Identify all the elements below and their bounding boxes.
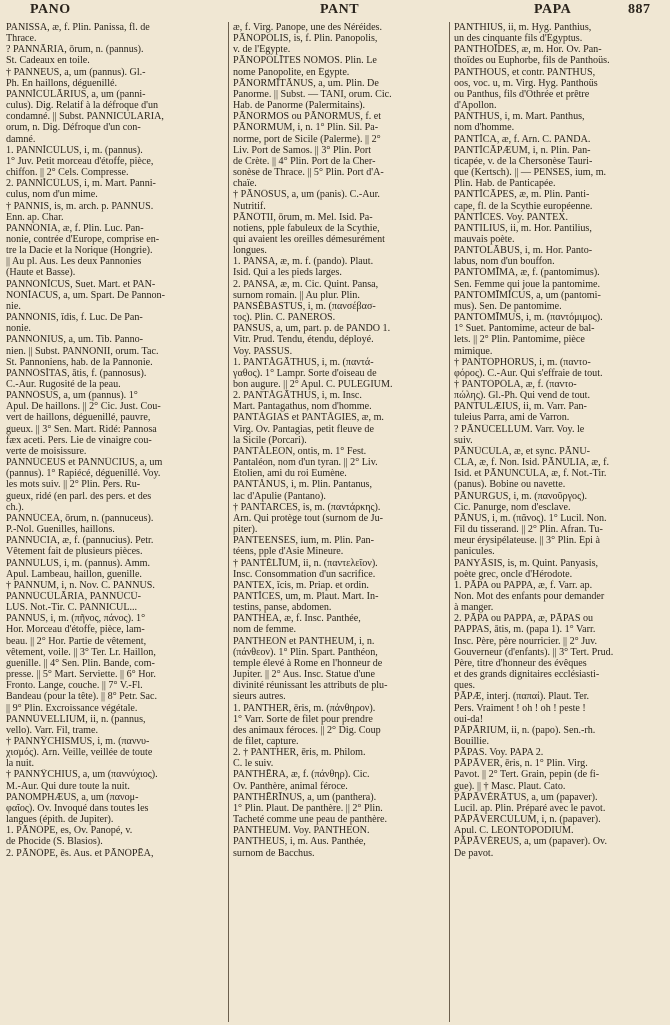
- text-line: PANTĂGIAS et PANTĂGIES, æ, m.: [233, 412, 384, 424]
- text-line: † PANNUM, i, n. Nov. C. PANNUS.: [6, 579, 155, 591]
- text-line: PANNŪCIA, æ, f. (pannucius). Petr.: [6, 535, 154, 547]
- text-line: || 9° Plin. Excroissance végétale.: [6, 702, 138, 714]
- text-line: Bandeau (pour la tête). || 8° Petr. Sac.: [6, 691, 158, 703]
- text-line: 2. PANTĂGĀTHUS, i, m. Insc.: [233, 390, 362, 402]
- text-line: PANNŌSĬTAS, ātis, f. (pannosus).: [6, 367, 147, 379]
- text-line: culus, nom d'un mime.: [6, 189, 98, 201]
- text-line: orum, n. Dig. Défroque d'un con-: [6, 122, 141, 134]
- text-line: PĀNURGUS, i, m. (πανοῦργος).: [454, 490, 587, 502]
- text-line: les mots suiv. || 2° Plin. Pers. Ru-: [6, 479, 141, 491]
- text-line: suiv.: [454, 434, 473, 446]
- text-line: † PANTARCES, is, m. (παντάρκης).: [233, 501, 381, 513]
- text-line: Étolien, ami du roi Eumène.: [233, 468, 347, 480]
- text-line: Cic. Panurge, nom d'esclave.: [454, 501, 571, 513]
- text-line: † PANNEUS, a, um (pannus). Gl.-: [6, 66, 146, 78]
- text-line: PĀNŌTII, ōrum, m. Mel. Isid. Pa-: [233, 211, 373, 223]
- text-line: Vêtement fait de plusieurs pièces.: [6, 546, 143, 558]
- text-line: PANNŪCEA, ōrum, n. (pannuceus).: [6, 512, 154, 524]
- text-line: 1. PANTĂGĀTHUS, i, m. (παντά-: [233, 356, 374, 368]
- text-line: PANTILIUS, ii, m. Hor. Pantilius,: [454, 222, 592, 234]
- text-line: PANTHOĪDES, æ, m. Hor. Ov. Pan-: [454, 44, 602, 56]
- text-line: norme, port de Sicile (Palerme). || 2°: [233, 133, 381, 145]
- text-line: PANTHĒRĪNUS, a, um (panthera).: [233, 791, 377, 803]
- text-line: notiens, pple fabuleux de la Scythie,: [233, 222, 380, 234]
- text-line: Lucil. ap. Plin. Préparé avec le pavot.: [454, 802, 606, 814]
- text-line: lac d'Apulie (Pantano).: [233, 490, 326, 502]
- text-line: PANNŪCEUS et PANNŪCIUS, a, um: [6, 457, 163, 469]
- text-line: PANNŎNIUS, a, um. Tib. Panno-: [6, 334, 144, 346]
- page-number: 887: [628, 2, 651, 17]
- text-line: qui avaient les oreilles démesurément: [233, 233, 385, 245]
- text-line: PANTEENSES, ium, m. Plin. Pan-: [233, 535, 374, 547]
- text-line: 2. PANSA, æ, m. Cic. Quint. Pansa,: [233, 278, 379, 290]
- text-line: culus). Dig. Relatif à la défroque d'un: [6, 100, 159, 112]
- text-line: PANTĬCES. Voy. PANTEX.: [454, 211, 569, 223]
- text-line: que (Kertsch). || — PENSES, ium, m.: [454, 167, 607, 179]
- text-line: PĀNUS, i, m. (πᾶνος). 1° Lucil. Non.: [454, 512, 607, 524]
- text-line: PANISSA, æ, f. Plin. Panissa, fl. de: [6, 22, 150, 33]
- text-line: C.-Aur. Rugosité de la peau.: [6, 379, 121, 390]
- text-line: Père, titre d'honneur des évêques: [454, 657, 587, 669]
- text-line: (πάνθεον). 1° Plin. Spart. Panthéon,: [233, 646, 378, 658]
- text-line: nom de femme.: [233, 624, 297, 636]
- text-line: Sen. Femme qui joue la pantomime.: [454, 278, 601, 290]
- text-line: longues.: [233, 245, 267, 257]
- text-line: Arn. Qui protège tout (surnom de Ju-: [233, 512, 383, 524]
- text-line: PANNŎNIS, ĭdis, f. Luc. De Pan-: [6, 312, 143, 324]
- text-line: thoïdes ou Euphorbe, fils de Panthoüs.: [454, 55, 610, 67]
- text-line: tuleius Parra, ami de Varron.: [454, 412, 570, 424]
- text-line: Mart. Pantagathus, nom d'homme.: [233, 401, 372, 413]
- text-line: chiffon. || 2° Cels. Compresse.: [6, 167, 129, 179]
- text-line: PANTĬCĀPES, æ, m. Plin. Panti-: [454, 189, 590, 201]
- text-line: PĀNŎPŎLĪTES NOMOS. Plin. Le: [233, 55, 377, 67]
- text-line: 2. PANNĬCŪLUS, i, m. Mart. Panni-: [6, 178, 156, 190]
- text-line: nie.: [6, 300, 21, 312]
- text-line: 1. PĀNŌPE, es, Ov. Panopé, v.: [6, 825, 133, 837]
- text-line: de filet, capture.: [233, 736, 299, 747]
- text-line: P.-Nol. Guenilles, haillons.: [6, 524, 115, 536]
- text-line: Pers. Vraiment ! oh ! oh ! peste !: [454, 702, 586, 714]
- text-line: PĀNŎPŎLIS, is, f. Plin. Panopolis,: [233, 33, 378, 45]
- text-line: 1. PANNĬCŪLUS, i, m. (pannus).: [6, 144, 143, 156]
- text-line: Panorme. || Subst. — TANI, orum. Cic.: [233, 88, 392, 100]
- text-line: ch.).: [6, 501, 24, 513]
- text-line: v. de l'Égypte.: [233, 44, 291, 56]
- text-line: PANNŬLUS, i, m. (pannus). Amm.: [6, 557, 151, 569]
- text-line: sieurs autres.: [233, 691, 286, 703]
- text-line: 2. † PANTHER, ēris, m. Philom.: [233, 747, 366, 759]
- text-line: vert de haillons, déguenillé, pauvre,: [6, 412, 151, 424]
- text-line: 1° Varr. Sorte de filet pour prendre: [233, 713, 373, 725]
- text-line: Tacheté comme une peau de panthère.: [233, 814, 387, 826]
- text-line: langues (épith. de Jupiter).: [6, 814, 114, 826]
- text-line: PANTHOUS, et contr. PANTHUS,: [454, 66, 596, 78]
- text-line: surnom de Bacchus.: [233, 847, 315, 859]
- text-line: PĀPĀVERCŬLUM, i, n. (papaver).: [454, 814, 601, 826]
- text-line: PANTEX, ĭcis, m. Priap. et ordin.: [233, 579, 369, 591]
- text-line: † PANNŸCHISMUS, i, m. (παννυ-: [6, 736, 150, 747]
- text-line: CLA, æ, f. Non. Isid. PĀNŬLIA, æ, f.: [454, 457, 610, 469]
- text-line: PANNĬCŪLĀRIUS, a, um (panni-: [6, 88, 146, 100]
- text-line: cape, fl. de la Scythie européenne.: [454, 200, 593, 212]
- text-line: PĀNORMUM, i, n. 1° Plin. Sil. Pa-: [233, 122, 379, 134]
- text-line: Apul. C. LEONTOPODIUM.: [454, 825, 574, 837]
- text-line: Fil du tisserand. || 2° Plin. Afran. Tu-: [454, 524, 603, 536]
- text-line: 2. PĀPA ou PAPPA, æ, PĀPAS ou: [454, 613, 594, 625]
- text-line: Bouillie.: [454, 736, 490, 747]
- text-line: meur érysipélateuse. || 3° Plin. Épi à: [454, 535, 600, 547]
- text-line: || Au pl. Aus. Les deux Pannonies: [6, 256, 142, 268]
- text-line: πώλης). Gl.-Ph. Qui vend de tout.: [454, 390, 590, 402]
- text-line: PĀPĀVER, ēris, n. 1° Plin. Virg.: [454, 758, 588, 770]
- running-header: [0, 0, 670, 20]
- text-line: PANSĔBASTUS, i, m. (πανσέβασ-: [233, 300, 376, 312]
- text-line: PANTĂLEON, ontis, m. 1° Fest.: [233, 445, 367, 457]
- text-line: divinité réunissant les attributs de plu-: [233, 680, 388, 692]
- text-line: la Sicile (Porcari).: [233, 434, 307, 446]
- header-center-guide-word: PANT: [320, 2, 360, 17]
- text-line: PANTŎMĪMA, æ, f. (pantomimus).: [454, 267, 600, 279]
- text-line: guenille. || 4° Sen. Plin. Bande, com-: [6, 657, 155, 669]
- text-line: Apul. De haillons. || 2° Cic. Just. Cou-: [6, 401, 161, 413]
- text-line: des animaux féroces. || 2° Dig. Coup: [233, 724, 381, 736]
- text-line: testins, panse, abdomen.: [233, 602, 332, 614]
- text-line: St. Cadeaux en toile.: [6, 55, 90, 67]
- text-line: Fronto. Lange, couche. || 7° V.-Fl.: [6, 680, 143, 692]
- text-line: Enn. ap. Char.: [6, 211, 64, 223]
- text-line: PANTHĒRA, æ, f. (πάνθηρ). Cic.: [233, 769, 370, 781]
- text-line: PĀNORMĪTĀNUS, a, um. Plin. De: [233, 77, 379, 89]
- text-line: M.-Aur. Qui dure toute la nuit.: [6, 780, 130, 792]
- text-line: PANTHEA, æ, f. Insc. Panthée,: [233, 613, 361, 625]
- text-line: Pavot. || 2° Tert. Grain, pepin (de fi-: [454, 769, 600, 781]
- text-line: beau. || 2° Hor. Partie de vêtement,: [6, 635, 147, 647]
- text-line: PANTĬCES, um, m. Plaut. Mart. In-: [233, 590, 379, 602]
- text-line: Ov. Panthère, animal féroce.: [233, 780, 348, 792]
- text-line: fæx aceti. Pers. Lie de vinaigre cou-: [6, 434, 152, 446]
- text-line: æ, f. Virg. Panope, une des Néréides.: [233, 22, 382, 33]
- text-line: surnom romain. || Au plur. Plin.: [233, 289, 360, 301]
- text-line: PĀPĀVĔRĀTUS, a, um (papaver).: [454, 791, 598, 803]
- text-line: téens, pple d'Asie Mineure.: [233, 546, 344, 558]
- text-line: chaïe.: [233, 178, 257, 190]
- text-line: condamné. || Subst. PANNICULARIA,: [6, 111, 164, 123]
- text-line: PAPPAS, ātis, m. (papa 1). 1° Varr.: [454, 624, 596, 636]
- text-line: piter).: [233, 524, 258, 536]
- text-line: oos, voc. u, m. Virg. Hyg. Panthoüs: [454, 77, 598, 89]
- text-line: oui-da!: [454, 713, 484, 725]
- text-line: la nuit.: [6, 758, 35, 770]
- text-line: PANTHEUM. Voy. PANTHEON.: [233, 825, 370, 837]
- text-line: Virg. Ov. Pantagias, petit fleuve de: [233, 423, 374, 435]
- text-line: 2. PĀNŌPE, ēs. Aus. et PĀNŎPĒA,: [6, 847, 154, 859]
- text-line: gueux. || 3° Sen. Mart. Ridé: Pannosa: [6, 423, 157, 435]
- text-line: (pannus). 1° Rapiécé, déguenillé. Voy.: [6, 468, 161, 480]
- text-line: vêtement, voile. || 3° Ter. Lr. Haillon,: [6, 646, 156, 658]
- text-line: † PANTŎPŌLA, æ, f. (παντο-: [454, 379, 577, 390]
- text-line: de Crète. || 4° Plin. Port de la Cher-: [233, 155, 376, 167]
- text-line: PĀPÆ, interj. (παπαί). Plaut. Ter.: [454, 691, 590, 703]
- text-line: un des cinquante fils d'Égyptus.: [454, 33, 583, 45]
- text-line: † PĀNŌSUS, a, um (panis). C.-Aur.: [233, 189, 380, 201]
- text-line: gue). || † Masc. Plaut. Cato.: [454, 780, 566, 792]
- column-middle: [228, 22, 445, 1022]
- text-line: De pavot.: [454, 847, 494, 859]
- text-columns: [6, 22, 668, 1022]
- text-line: 1. PANTHER, ēris, m. (πάνθηρον).: [233, 702, 376, 714]
- text-line: PANNŪVELLIUM, ii, n. (pannus,: [6, 713, 146, 725]
- text-line: Non. Mot des enfants pour demander: [454, 590, 605, 602]
- text-line: PANTŎLĀBUS, i, m. Hor. Panto-: [454, 245, 593, 257]
- text-line: 1. PANSA, æ, m. f. (pando). Plaut.: [233, 256, 374, 268]
- text-line: Isid. Qui a les pieds larges.: [233, 267, 342, 279]
- text-line: 1° Plin. Plaut. De panthère. || 2° Plin.: [233, 802, 383, 814]
- text-line: tre la Dacie et la Norique (Hongrie).: [6, 245, 153, 257]
- text-line: lets. || 2° Plin. Pantomime, pièce: [454, 334, 585, 346]
- text-line: PANTĂNUS, i, m. Plin. Pantanus,: [233, 479, 372, 491]
- text-line: PANNŪCŪLĀRIA, PANNŪCŪ-: [6, 590, 141, 602]
- text-line: Apul. Lambeau, haillon, guenille.: [6, 568, 142, 580]
- text-line: † PANTŎPHŎRUS, i, m. (παντο-: [454, 356, 591, 368]
- text-line: St. Pannoniens, hab. de la Pannonie.: [6, 356, 153, 368]
- text-line: PĀPĀVĔREUS, a, um (papaver). Ov.: [454, 836, 607, 848]
- text-line: ques.: [454, 680, 476, 692]
- text-line: PANSUS, a, um, part. p. de PANDO 1.: [233, 323, 391, 335]
- text-line: Vitr. Prud. Tendu, étendu, déployé.: [233, 334, 374, 346]
- text-line: Ph. En haillons, déguenillé.: [6, 77, 118, 89]
- text-line: γαθος). 1° Lampr. Sorte d'oiseau de: [233, 367, 377, 379]
- text-line: PANTŎMĪMĬCUS, a, um (pantomi-: [454, 289, 601, 301]
- text-line: mauvais poète.: [454, 233, 515, 245]
- text-line: Isid. et PĀNUNCŬLA, æ, f. Not.-Tir.: [454, 468, 607, 480]
- text-line: Jupiter. || 2° Aus. Insc. Statue d'une: [233, 669, 375, 681]
- text-line: (Haute et Basse).: [6, 267, 76, 279]
- text-line: PANTHIUS, ii, m. Hyg. Panthius,: [454, 22, 592, 33]
- text-line: Gouverneur (d'enfants). || 3° Tert. Prud.: [454, 646, 614, 658]
- text-line: labus, nom d'un bouffon.: [454, 256, 555, 268]
- text-line: 1° Suet. Pantomime, acteur de bal-: [454, 323, 595, 335]
- text-line: PANNŎNIA, æ, f. Plin. Luc. Pan-: [6, 222, 144, 234]
- text-line: d'Apollon.: [454, 100, 497, 112]
- text-line: Thrace.: [6, 33, 37, 45]
- text-line: Liv. Port de Samos. || 3° Plin. Port: [233, 144, 372, 156]
- text-line: Insc. Consommation d'un sacrifice.: [233, 568, 376, 580]
- text-line: ticapée, v. de la Chersonèse Tauri-: [454, 155, 593, 167]
- text-line: 1. PĀPA ou PAPPA, æ, f. Varr. ap.: [454, 579, 593, 591]
- text-line: mimique.: [454, 345, 493, 357]
- text-line: nome Panopolite, en Égypte.: [233, 66, 350, 78]
- column-left: [6, 22, 222, 1022]
- text-line: C. le suiv.: [233, 758, 274, 770]
- text-line: PANOMPHÆUS, a, um (πανομ-: [6, 791, 139, 803]
- text-line: Voy. PASSUS.: [233, 345, 293, 357]
- header-left-guide-word: PANO: [30, 2, 71, 17]
- text-line: 1° Juv. Petit morceau d'étoffe, pièce,: [6, 155, 154, 167]
- text-line: Insc. Père, père nourricier. || 2° Juv.: [454, 635, 598, 647]
- text-line: de Phocide (S. Blasios).: [6, 836, 103, 848]
- text-line: † PANNŸCHIUS, a, um (παννύχιος).: [6, 769, 158, 781]
- text-line: nom d'homme.: [454, 122, 515, 134]
- text-line: PANNUS, i, m. (πῆνος, πάνος). 1°: [6, 613, 146, 625]
- text-line: et des grands dignitaires ecclésiasti-: [454, 669, 600, 681]
- text-line: nonie.: [6, 323, 31, 335]
- text-line: nien. || Subst. PANNONII, orum. Tac.: [6, 345, 159, 357]
- text-line: bon augure. || 2° Apul. C. PULEGIUM.: [233, 379, 393, 390]
- text-line: PANYĀSIS, is, m. Quint. Panyasis,: [454, 557, 599, 569]
- text-line: PĀNŪCŬLA, æ, et sync. PĀNU-: [454, 445, 590, 457]
- text-line: (panus). Bobine ou navette.: [454, 479, 566, 491]
- text-line: LUS. Not.-Tir. C. PANNICUL...: [6, 602, 138, 614]
- text-line: ? PANNĀRIA, ōrum, n. (pannus).: [6, 44, 144, 56]
- text-line: NŎNĬACUS, a, um. Spart. De Pannon-: [6, 289, 165, 301]
- text-line: ? PĀNŪCELLUM. Varr. Voy. le: [454, 423, 585, 435]
- text-line: mus). Sen. De pantomime.: [454, 300, 562, 312]
- column-right: [449, 22, 666, 1022]
- text-line: φαῖος). Ov. Invoqué dans toutes les: [6, 802, 149, 814]
- text-line: à manger.: [454, 602, 494, 614]
- text-line: PANTHEON et PANTHEUM, i, n.: [233, 635, 375, 647]
- text-line: τος). Plin. C. PANEROS.: [233, 312, 336, 324]
- text-line: PANTŎMĪMUS, i, m. (παντόμιμος).: [454, 312, 603, 324]
- text-line: PĀPĀRIUM, ii, n. (papo). Sen.-rh.: [454, 724, 596, 736]
- text-line: verte de moisissure.: [6, 445, 87, 457]
- text-line: Nutritif.: [233, 200, 266, 212]
- text-line: temple élevé à Rome en l'honneur de: [233, 657, 383, 669]
- text-line: gueux, ridé (en parl. des pers. et des: [6, 490, 152, 502]
- text-line: vello). Varr. Fil, trame.: [6, 724, 99, 736]
- text-line: PĀPAS. Voy. PAPA 2.: [454, 747, 544, 759]
- text-line: Pantaléon, nom d'un tyran. || 2° Liv.: [233, 457, 378, 469]
- text-line: PANTULÆIUS, ii, m. Varr. Pan-: [454, 401, 587, 413]
- text-line: φόρος). C.-Aur. Qui s'effraie de tout.: [454, 367, 603, 379]
- text-line: PANNŌSUS, a, um (pannus). 1°: [6, 390, 138, 402]
- text-line: ou Panthus, fils d'Othrée et prêtre: [454, 88, 590, 100]
- header-right-guide-word: PAPA: [534, 2, 572, 17]
- text-line: Hor. Morceau d'étoffe, pièce, lam-: [6, 624, 145, 636]
- text-line: † PANTĔLĪUM, ii, n. (παντελεῖον).: [233, 557, 378, 569]
- text-line: χισμός). Arn. Veille, veillée de toute: [6, 747, 153, 759]
- text-line: PANTĬCĀPÆUM, i, n. Plin. Pan-: [454, 144, 591, 156]
- text-line: PANNŎNĬCUS, Suet. Mart. et PAN-: [6, 278, 156, 290]
- text-line: presse. || 5° Mart. Serviette. || 6° Hor.: [6, 669, 156, 681]
- text-line: panicules.: [454, 546, 495, 558]
- text-line: Plin. Hab. de Panticapée.: [454, 178, 556, 190]
- text-line: † PANNIS, is, m. arch. p. PANNUS.: [6, 200, 154, 212]
- text-line: sonèse de Thrace. || 5° Plin. Port d'A-: [233, 167, 384, 179]
- text-line: poète grec, oncle d'Hérodote.: [454, 568, 573, 580]
- text-line: PANTHUS, i, m. Mart. Panthus,: [454, 111, 585, 123]
- text-line: PĀNORMOS ou PĀNORMUS, f. et: [233, 111, 382, 123]
- text-line: Hab. de Panorme (Palermitains).: [233, 100, 366, 112]
- text-line: nonie, contrée d'Europe, comprise en-: [6, 233, 160, 245]
- text-line: PANTHEUS, i, m. Aus. Panthée,: [233, 836, 366, 848]
- text-line: PANTĬCA, æ, f. Arn. C. PANDA.: [454, 133, 591, 145]
- text-line: damné.: [6, 133, 36, 145]
